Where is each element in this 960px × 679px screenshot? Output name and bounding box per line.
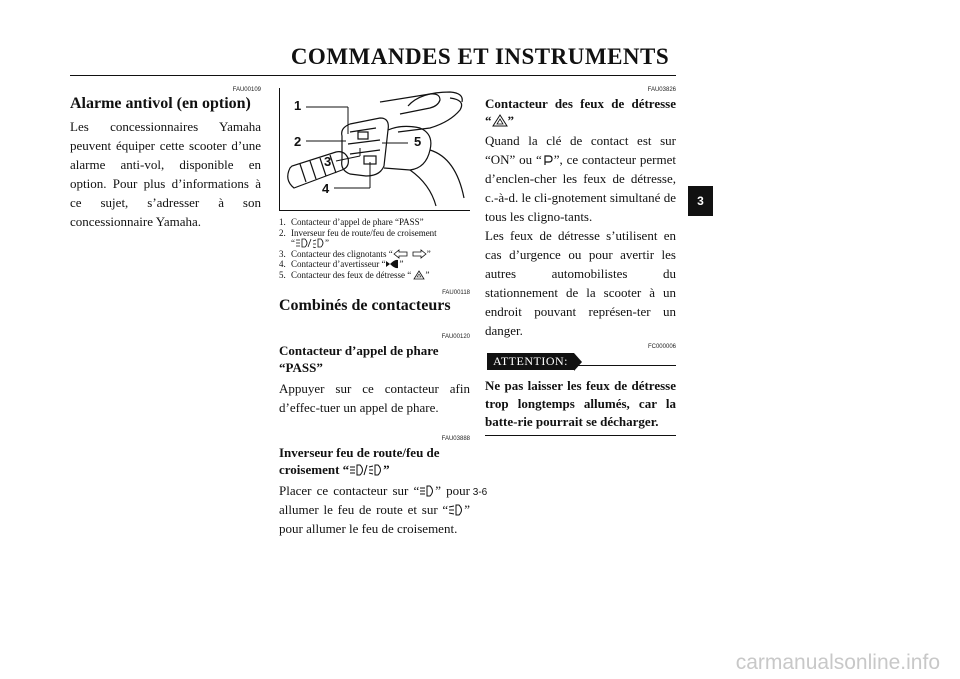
right-column xyxy=(485,87,676,436)
ref-code: FAU00109 xyxy=(232,87,261,93)
hazard-icon xyxy=(492,114,508,127)
horn-icon xyxy=(385,259,399,269)
section-title-hazard: Contacteur des feux de détresse xyxy=(485,96,676,111)
ref-code: FAU03888 xyxy=(441,436,470,442)
watermark: carmanualsonline.info xyxy=(735,651,940,674)
hazard-title-symbol: “ ” xyxy=(485,113,514,128)
pass-body: Appuyer sur ce contacteur afin d’effec-tuer un appel de phare. xyxy=(279,381,470,415)
turn-signal-icon xyxy=(393,249,427,259)
high-low-beam-icon xyxy=(349,464,383,476)
header-rule xyxy=(70,75,676,76)
page-header-title: COMMANDES ET INSTRUMENTS xyxy=(290,44,670,69)
ref-code: FAU00118 xyxy=(442,290,470,296)
section-title-switches: Combinés de contacteurs xyxy=(279,297,451,314)
subtitle-pass: Contacteur d’appel de phare “PASS” xyxy=(279,343,439,375)
caption-1: 1. Contacteur d’appel de phare “PASS” xyxy=(279,217,424,227)
page-number: 3-6 xyxy=(472,487,488,498)
caption-2: 2. Inverseur feu de route/feu de croisement xyxy=(279,227,437,238)
figure-label-1: 1 xyxy=(294,98,302,113)
handlebar-illustration xyxy=(280,88,470,210)
attention-rule xyxy=(577,365,676,366)
ref-code: FAU03826 xyxy=(647,87,676,93)
handlebar-switch-figure xyxy=(279,88,470,211)
attention-label: ATTENTION: xyxy=(487,353,574,370)
hazard-icon xyxy=(413,270,425,280)
high-low-beam-icon xyxy=(295,238,325,248)
caption-3: 3. Contacteur des clignotants “ ” xyxy=(279,248,431,259)
attention-warning: Ne pas laisser les feux de détresse trop longtemps allumés, car la batte-rie pourrait se décharger. xyxy=(485,377,676,436)
figure-label-4: 4 xyxy=(322,181,330,196)
attention-banner xyxy=(485,353,676,371)
figure-label-5: 5 xyxy=(414,134,422,149)
figure-label-2: 2 xyxy=(294,134,302,149)
low-beam-icon xyxy=(448,504,464,516)
left-column xyxy=(70,87,261,231)
figure-label-3: 3 xyxy=(324,154,332,169)
caption-5: 5. Contacteur des feux de détresse “ ” xyxy=(279,269,430,280)
hazard-body-1: Quand la clé de contact est sur “ON” ou “ ”, ce contacteur permet d’enclen-cher les feux de détresse, c.-à-d. le cli-gnotement simultané de tous les cligno-tants. xyxy=(485,133,676,224)
caption-2-symbol: “ ” xyxy=(291,238,329,248)
section-title-alarm: Alarme antivol (en option) xyxy=(70,95,251,112)
ref-code: FAU00120 xyxy=(441,334,470,340)
subtitle-beam: Inverseur feu de route/feu de croisement “ ” xyxy=(279,445,440,477)
ref-code: FC000006 xyxy=(647,344,676,350)
parking-p-icon xyxy=(542,154,554,166)
caption-4: 4. Contacteur d’avertisseur “ ” xyxy=(279,259,404,269)
beam-body: Placer ce contacteur sur “ ” pour allumer le feu de route et sur “ ” pour allumer le feu de croisement. xyxy=(279,483,470,536)
alarm-body: Les concessionnaires Yamaha peuvent équiper cette scooter d’une alarme anti-vol, disponible en option. Pour plus d’informations à ce sujet, s’adresser à son concessionnaire Yamaha. xyxy=(70,119,261,229)
chapter-tab: 3 xyxy=(688,186,713,216)
figure-captions xyxy=(279,217,470,280)
hazard-body-2: Les feux de détresse s’utilisent en cas d’urgence ou pour avertir les autres automobilistes du stationnement de la scooter à un endroit pouvant représen-ter un danger. xyxy=(485,228,676,338)
